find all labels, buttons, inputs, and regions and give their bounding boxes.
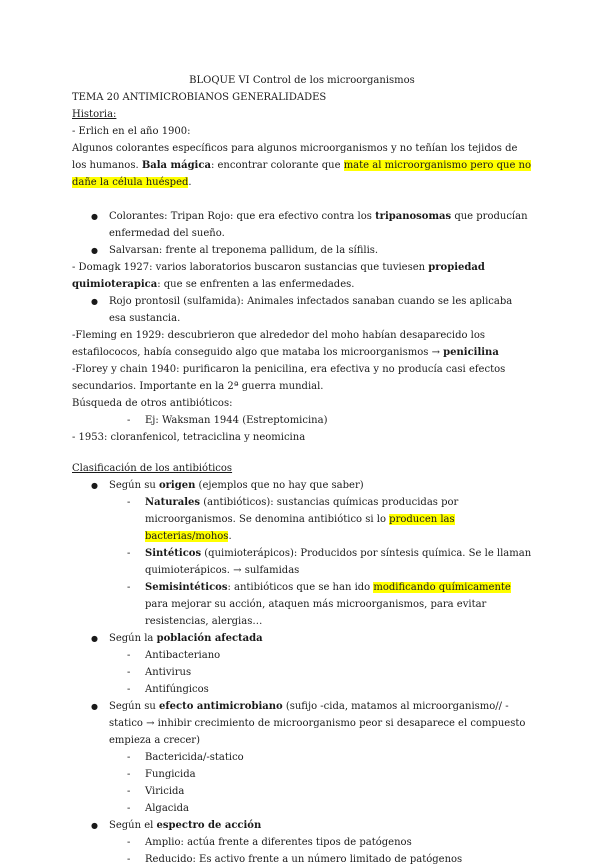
text-run: - Domagk 1927: varios laboratorios buscaron sustancias que tuviesen [72, 262, 429, 273]
text-run: : antibióticos que se han ido [227, 582, 374, 593]
sub-list-item [72, 681, 532, 698]
text-run: : que se enfrenten a las enfermedades. [157, 279, 355, 290]
dash-icon: - [127, 582, 131, 593]
list-item [72, 698, 532, 749]
dash-icon: - [127, 667, 131, 678]
text-run: (antibióticos): sustancias químicas producidas por microorganismos. Se denomina antibiótico si lo [145, 497, 459, 525]
paragraph [72, 259, 532, 293]
list-item [72, 817, 532, 834]
sub-list-item [72, 647, 532, 664]
bullet-icon: ● [91, 634, 98, 643]
dash-icon: - [127, 684, 131, 695]
sub-list-item [72, 834, 532, 851]
section-heading-historia: Historia: [72, 109, 117, 120]
bullet-icon: ● [91, 297, 98, 306]
sub-list-item [72, 494, 532, 545]
list-item [72, 208, 532, 242]
paragraph [72, 140, 532, 191]
spacer [72, 446, 532, 460]
text-run: Viricida [145, 786, 185, 797]
paragraph: Búsqueda de otros antibióticos: [72, 398, 233, 409]
dash-icon: - [127, 497, 131, 508]
text-run: . [228, 531, 232, 542]
bold-term: efecto antimicrobiano [158, 701, 283, 712]
text-run: para mejorar su acción, ataquen más microorganismos, para evitar resistencias, alergias… [145, 599, 487, 627]
highlighted-text: producen las bacterias/mohos [145, 514, 455, 542]
text-run: Colorantes: Tripan Rojo: que era efectivo contra los [109, 211, 376, 222]
dash-icon: - [127, 415, 131, 426]
dash-icon: - [127, 854, 131, 865]
text-run: Rojo prontosil (sulfamida): Animales infectados sanaban cuando se les aplicaba esa sustancia. [109, 296, 513, 324]
list-item [72, 477, 532, 494]
bullet-icon: ● [91, 212, 98, 221]
text-run: Antifúngicos [145, 684, 209, 695]
dash-icon: - [127, 769, 131, 780]
paragraph [72, 327, 532, 361]
text-run: Según su [109, 480, 159, 491]
bold-term: origen [158, 480, 196, 491]
text-run: Bactericida/-statico [145, 752, 244, 763]
spacer [72, 191, 532, 208]
bold-term: Semisintéticos [145, 582, 228, 593]
highlighted-text: modificando químicamente [373, 582, 511, 593]
text-run: (ejemplos que no hay que saber) [195, 480, 364, 491]
text-run: Antivirus [145, 667, 192, 678]
dash-icon: - [127, 752, 131, 763]
document-title: BLOQUE VI Control de los microorganismos [189, 75, 415, 86]
text-run: (sufijo -cida, matamos al microorganismo// - statico → inhibir crecimiento de microorganismo peor si desaparece el compuesto empieza a crecer) [109, 701, 526, 746]
text-run: Salvarsan: frente al treponema pallidum, de la sífilis. [109, 245, 379, 256]
dash-icon: - [127, 837, 131, 848]
text-run: Según el [109, 820, 157, 831]
text-run: que producían enfermedad del sueño. [109, 211, 528, 239]
text-run: . [188, 177, 192, 188]
bold-term: población afectada [156, 633, 263, 644]
text-run: Fungicida [145, 769, 196, 780]
paragraph: -Florey y chain 1940: purificaron la penicilina, era efectiva y no producía casi efectos secundarios. Importante en la 2ª guerra mundial. [72, 364, 506, 392]
sub-list-item [72, 545, 532, 579]
text-run: -Fleming en 1929: descubrieron que alrededor del moho habían desaparecido los estafilococos, había conseguido algo que mataba los microorganismos → [72, 330, 486, 358]
bold-term: espectro de acción [156, 820, 262, 831]
sub-list-item [72, 579, 532, 630]
sub-list-item [72, 783, 532, 800]
bold-term: penicilina [443, 347, 499, 358]
text-run: Según su [109, 701, 159, 712]
bullet-icon: ● [91, 821, 98, 830]
text-run: Amplio: actúa frente a diferentes tipos de patógenos [145, 837, 412, 848]
highlighted-text: mate al microorganismo pero que no dañe la célula huésped [72, 160, 531, 188]
bullet-icon: ● [91, 246, 98, 255]
dash-icon: - [127, 803, 131, 814]
dash-icon: - [127, 650, 131, 661]
sub-list-item [72, 664, 532, 681]
list-item [72, 412, 532, 429]
paragraph: - Erlich en el año 1900: [72, 126, 191, 137]
sub-list-item [72, 851, 532, 868]
section-heading-clasificacion: Clasificación de los antibióticos [72, 463, 233, 474]
list-item [72, 630, 532, 647]
sub-list-item [72, 749, 532, 766]
sub-list-item [72, 800, 532, 817]
text-run: Según la [109, 633, 157, 644]
bullet-icon: ● [91, 481, 98, 490]
text-run: Reducido: Es activo frente a un número limitado de patógenos [145, 854, 463, 865]
sub-list-item [72, 766, 532, 783]
text-run: (quimioterápicos): Producidos por síntesis química. Se le llaman quimioterápicos. → sulfamidas [145, 548, 532, 576]
bold-term: tripanosomas [375, 211, 452, 222]
bold-term: Sintéticos [145, 548, 202, 559]
bold-term: propiedad quimioterapica [72, 262, 485, 290]
topic-subtitle: TEMA 20 ANTIMICROBIANOS GENERALIDADES [72, 92, 327, 103]
dash-icon: - [127, 786, 131, 797]
text-run: Algacida [145, 803, 189, 814]
bold-term: Naturales [145, 497, 201, 508]
text-run: Algunos colorantes específicos para algunos microorganismos y no teñían los tejidos de los humanos. [72, 143, 518, 171]
paragraph: - 1953: cloranfenicol, tetraciclina y neomicina [72, 432, 306, 443]
bullet-icon: ● [91, 702, 98, 711]
document-page [72, 72, 532, 868]
text-run: Antibacteriano [145, 650, 221, 661]
text-run: : encontrar colorante que [210, 160, 344, 171]
bold-term: Bala mágica [141, 160, 211, 171]
dash-icon: - [127, 548, 131, 559]
list-item [72, 293, 532, 327]
list-item [72, 242, 532, 259]
text-run: Ej: Waksman 1944 (Estreptomicina) [145, 415, 328, 426]
